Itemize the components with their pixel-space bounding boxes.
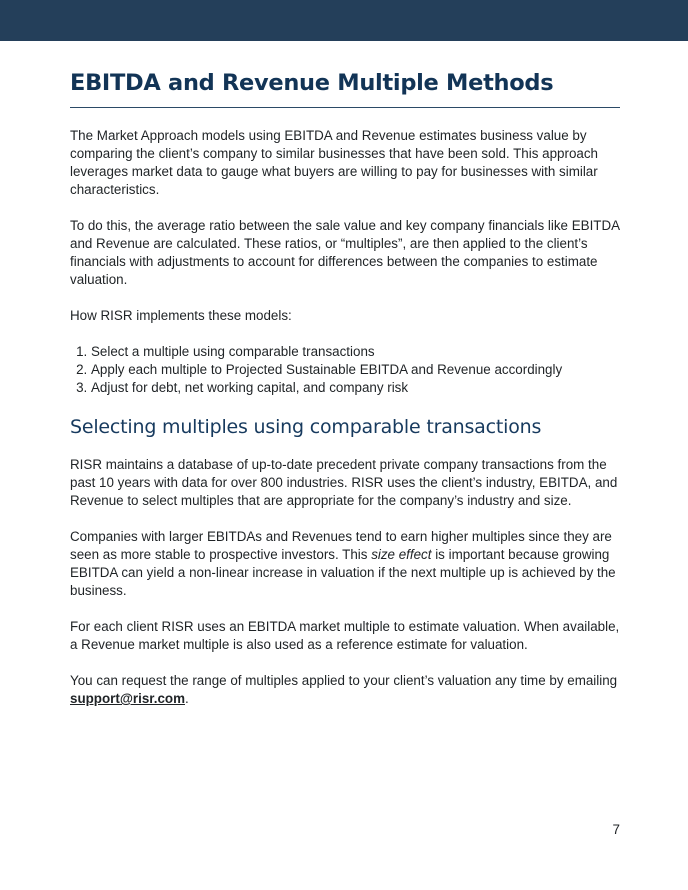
list-item: 2. Apply each multiple to Projected Sustainable EBITDA and Revenue accordingly bbox=[91, 361, 620, 379]
page-number: 7 bbox=[612, 822, 620, 837]
paragraph-text: is important because growing EBITDA can yield a non-linear increase in valuation if the next multiple up is achieved by the business. bbox=[70, 547, 616, 598]
paragraph-text: Companies with larger EBITDAs and Revenues tend to earn higher multiples since they are seen as more stable to prospective investors. This bbox=[70, 529, 612, 562]
header-bar bbox=[0, 0, 688, 41]
paragraph-text: . bbox=[185, 691, 189, 706]
title-divider bbox=[70, 107, 620, 108]
intro-paragraph: The Market Approach models using EBITDA and Revenue estimates business value by comparing the client’s company to similar businesses that have been sold. This approach leverages market data to gauge what buyers are willing to pay for businesses with similar characteristics. bbox=[70, 128, 598, 197]
list-item: 3. Adjust for debt, net working capital, and company risk bbox=[91, 379, 620, 397]
section-paragraph: RISR maintains a database of up-to-date precedent private company transactions from the past 10 years with data for over 800 industries. RISR uses the client’s industry, EBITDA, and Revenue to select multiples that are appropriate for the company’s industry and size. bbox=[70, 457, 618, 508]
paragraph-text: You can request the range of multiples applied to your client’s valuation any time by emailing bbox=[70, 673, 618, 688]
section-heading: Selecting multiples using comparable transactions bbox=[70, 416, 542, 438]
contact-paragraph bbox=[70, 672, 620, 708]
support-email-link[interactable]: support@risr.com bbox=[70, 691, 185, 706]
intro-paragraph: To do this, the average ratio between the sale value and key company financials like EBITDA and Revenue are calculated. These ratios, or “multiples”, are then applied to the client’s financials with adjustments to account for differences between the companies to estimate valuation. bbox=[70, 218, 620, 287]
page-title: EBITDA and Revenue Multiple Methods bbox=[70, 70, 554, 96]
list-item: 1. Select a multiple using comparable transactions bbox=[91, 343, 620, 361]
steps-list bbox=[70, 343, 620, 397]
emphasis-text: size effect bbox=[371, 547, 432, 562]
section-paragraph: For each client RISR uses an EBITDA market multiple to estimate valuation. When available, a Revenue market multiple is also used as a reference estimate for valuation. bbox=[70, 619, 620, 652]
page-content bbox=[70, 66, 620, 726]
section-paragraph bbox=[70, 528, 620, 600]
intro-paragraph: How RISR implements these models: bbox=[70, 308, 292, 323]
